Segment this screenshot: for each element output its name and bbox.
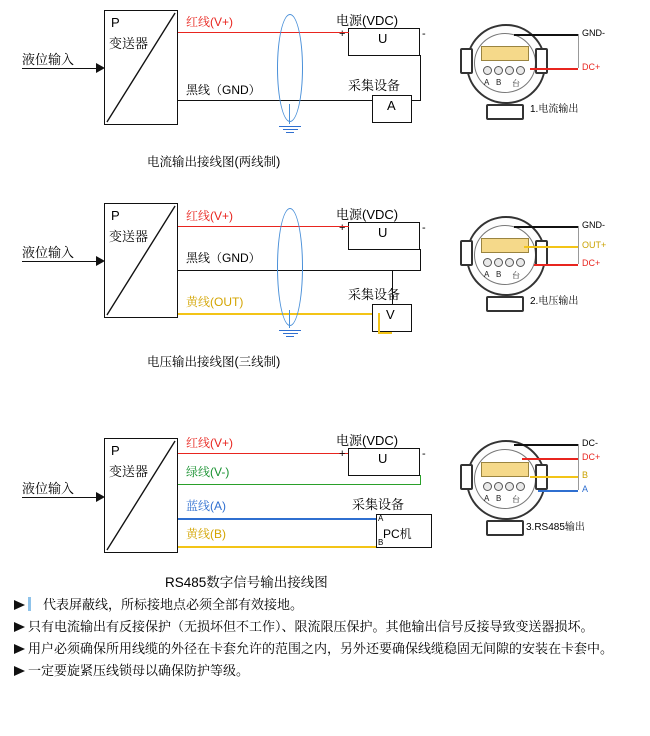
photo-terminal-gnd-1: GND- bbox=[582, 28, 605, 38]
wire-yellow-3 bbox=[178, 546, 376, 548]
input-line-3 bbox=[22, 497, 98, 498]
photo-wire-dc-2 bbox=[534, 264, 578, 266]
photo-wire-gnd-1 bbox=[514, 34, 578, 36]
green-to-power-3 bbox=[420, 475, 421, 485]
photo-wire-out-2 bbox=[524, 246, 578, 248]
shield-ground-line-2 bbox=[289, 310, 290, 328]
photo-caption-2: 2.电压输出 bbox=[530, 296, 579, 307]
caption-1: 电流输出接线图(两线制) bbox=[147, 155, 281, 169]
power-plus-3: + bbox=[339, 448, 346, 460]
shield-line-icon bbox=[28, 597, 31, 611]
input-label-3: 液位输入 bbox=[22, 481, 75, 496]
power-label-1: 电源(VDC) bbox=[336, 13, 399, 28]
terminal-letter-a-1: A bbox=[484, 78, 490, 87]
pc-label-3: PC机 bbox=[383, 527, 412, 541]
section-current-output bbox=[0, 0, 450, 170]
photo-bracket-3 bbox=[578, 444, 579, 490]
power-minus-2: - bbox=[422, 222, 426, 234]
power-minus-1: - bbox=[422, 28, 426, 40]
triangle-bullet-icon bbox=[14, 666, 28, 676]
link-power-acquire-1 bbox=[420, 55, 421, 100]
pc-terminal-b-3: B bbox=[378, 538, 384, 547]
photo-rs485-output bbox=[452, 420, 650, 560]
power-plus-1: + bbox=[339, 28, 346, 40]
caption-3: RS485数字信号输出接线图 bbox=[165, 575, 328, 590]
triangle-bullet-icon bbox=[14, 600, 28, 610]
photo-terminal-out-2: OUT+ bbox=[582, 240, 607, 250]
power-symbol-2: U bbox=[378, 225, 388, 240]
photo-current-output bbox=[452, 8, 650, 138]
terminal-letter-c-2: 台 bbox=[512, 271, 520, 280]
note-item bbox=[14, 596, 638, 615]
wire-label-green-3: 绿线(V-) bbox=[186, 465, 230, 479]
power-symbol-3: U bbox=[378, 451, 388, 466]
shield-loop-1 bbox=[277, 14, 303, 122]
photo-wire-a-3 bbox=[538, 490, 578, 492]
notes-list bbox=[14, 596, 638, 683]
wire-red-2 bbox=[178, 226, 337, 227]
terminal-letter-a-2: A bbox=[484, 270, 490, 279]
pc-terminal-a-3: A bbox=[378, 514, 384, 523]
link-power-gnd-2 bbox=[420, 249, 421, 270]
terminal-letter-b-3: B bbox=[496, 494, 502, 503]
transmitter-symbol-2: P bbox=[111, 208, 120, 223]
wire-label-red-3: 红线(V+) bbox=[186, 436, 234, 450]
meter-symbol-2: V bbox=[386, 307, 395, 322]
photo-wire-dc-1 bbox=[530, 68, 578, 70]
wire-black-1 bbox=[178, 100, 337, 101]
power-label-3: 电源(VDC) bbox=[336, 433, 399, 448]
wire-green-3 bbox=[178, 484, 420, 485]
photo-terminal-gnd-2: GND- bbox=[582, 220, 605, 230]
input-label-1: 液位输入 bbox=[22, 52, 75, 67]
transmitter-name-3: 变送器 bbox=[109, 464, 149, 479]
terminal-letter-b-1: B bbox=[496, 78, 502, 87]
power-label-2: 电源(VDC) bbox=[336, 207, 399, 222]
black-to-acquire-1 bbox=[337, 100, 373, 101]
acquire-label-3: 采集设备 bbox=[352, 497, 405, 512]
triangle-bullet-icon bbox=[14, 644, 28, 654]
wire-label-red-2: 红线(V+) bbox=[186, 209, 234, 223]
power-plus-2: + bbox=[339, 222, 346, 234]
wire-red-3 bbox=[178, 453, 350, 454]
transmitter-name-1: 变送器 bbox=[109, 36, 149, 51]
transmitter-3 bbox=[104, 438, 178, 553]
photo-wire-b-3 bbox=[530, 476, 578, 478]
ground-symbol-2 bbox=[278, 328, 302, 337]
photo-terminal-dcminus-3: DC- bbox=[582, 438, 598, 448]
wire-label-yellow-3: 黄线(B) bbox=[186, 527, 226, 541]
triangle-bullet-icon bbox=[14, 622, 28, 632]
terminal-letter-b-2: B bbox=[496, 270, 502, 279]
input-label-2: 液位输入 bbox=[22, 245, 75, 260]
transmitter-1 bbox=[104, 10, 178, 125]
terminal-letter-a-3: A bbox=[484, 494, 490, 503]
photo-wire-dcplus-3 bbox=[522, 458, 578, 460]
photo-bracket-2 bbox=[578, 226, 579, 264]
transmitter-2 bbox=[104, 203, 178, 318]
photo-caption-3: 3.RS485输出 bbox=[526, 522, 585, 533]
wire-yellow-2 bbox=[178, 313, 378, 315]
transmitter-symbol-3: P bbox=[111, 443, 120, 458]
ground-symbol-1 bbox=[278, 124, 302, 133]
link-power-acquire-h-1 bbox=[411, 100, 421, 101]
red-to-power-1 bbox=[337, 32, 349, 33]
wire-label-red-1: 红线(V+) bbox=[186, 15, 234, 29]
power-minus-3: - bbox=[422, 448, 426, 460]
photo-bracket-1 bbox=[578, 34, 579, 68]
photo-terminal-dc-2: DC+ bbox=[582, 258, 601, 268]
wire-label-yellow-2: 黄线(OUT) bbox=[186, 295, 244, 309]
note-item bbox=[14, 640, 638, 659]
yellow-riser-2 bbox=[378, 313, 380, 332]
transmitter-symbol-1: P bbox=[111, 15, 120, 30]
input-line-1 bbox=[22, 68, 98, 69]
section-voltage-output bbox=[0, 182, 450, 369]
caption-2: 电压输出接线图(三线制) bbox=[147, 355, 281, 369]
wire-red-1 bbox=[178, 32, 337, 33]
note-text: 一定要旋紧压线锁母以确保防护等级。 bbox=[28, 662, 250, 678]
photo-terminal-dcplus-3: DC+ bbox=[582, 452, 601, 462]
note-text: 用户必须确保所用线缆的外径在卡套允许的范围之内，另外还要确保线缆稳固无间隙的安装在卡套中。 bbox=[28, 640, 614, 656]
terminal-letter-c-1: 台 bbox=[512, 79, 520, 88]
wire-label-black-1: 黑线（GND） bbox=[186, 83, 261, 97]
wire-label-blue-3: 蓝线(A) bbox=[186, 499, 226, 513]
power-symbol-1: U bbox=[378, 31, 388, 46]
photo-voltage-output bbox=[452, 196, 650, 336]
photo-terminal-a-3: A bbox=[582, 484, 589, 494]
shield-loop-2 bbox=[277, 208, 303, 326]
yellow-to-meter-2 bbox=[378, 332, 392, 334]
note-item bbox=[14, 618, 638, 637]
meter-symbol-1: A bbox=[387, 98, 396, 113]
wire-blue-3 bbox=[178, 518, 376, 520]
acquire-label-2: 采集设备 bbox=[348, 287, 401, 302]
photo-caption-1: 1.电流输出 bbox=[530, 104, 579, 115]
note-item bbox=[14, 662, 638, 681]
wire-label-black-2: 黑线（GND） bbox=[186, 251, 261, 265]
acquire-label-1: 采集设备 bbox=[348, 78, 401, 93]
note-text: 只有电流输出有反接保护（无损坏但不工作）、限流限压保护。其他输出信号反接导致变送器损坏。 bbox=[28, 618, 594, 634]
transmitter-name-2: 变送器 bbox=[109, 229, 149, 244]
terminal-letter-c-3: 台 bbox=[512, 495, 520, 504]
black-join-2 bbox=[378, 270, 421, 271]
photo-wire-dcminus-3 bbox=[514, 444, 578, 446]
input-line-2 bbox=[22, 261, 98, 262]
red-to-power-2 bbox=[337, 226, 349, 227]
section-rs485-output bbox=[0, 408, 450, 588]
black-down-2 bbox=[392, 270, 393, 304]
shield-ground-line-1 bbox=[289, 104, 290, 124]
note-text: 代表屏蔽线，所标接地点必须全部有效接地。 bbox=[28, 596, 303, 615]
photo-terminal-dc-1: DC+ bbox=[582, 62, 601, 72]
photo-terminal-b-3: B bbox=[582, 470, 589, 480]
photo-wire-gnd-2 bbox=[514, 226, 578, 228]
